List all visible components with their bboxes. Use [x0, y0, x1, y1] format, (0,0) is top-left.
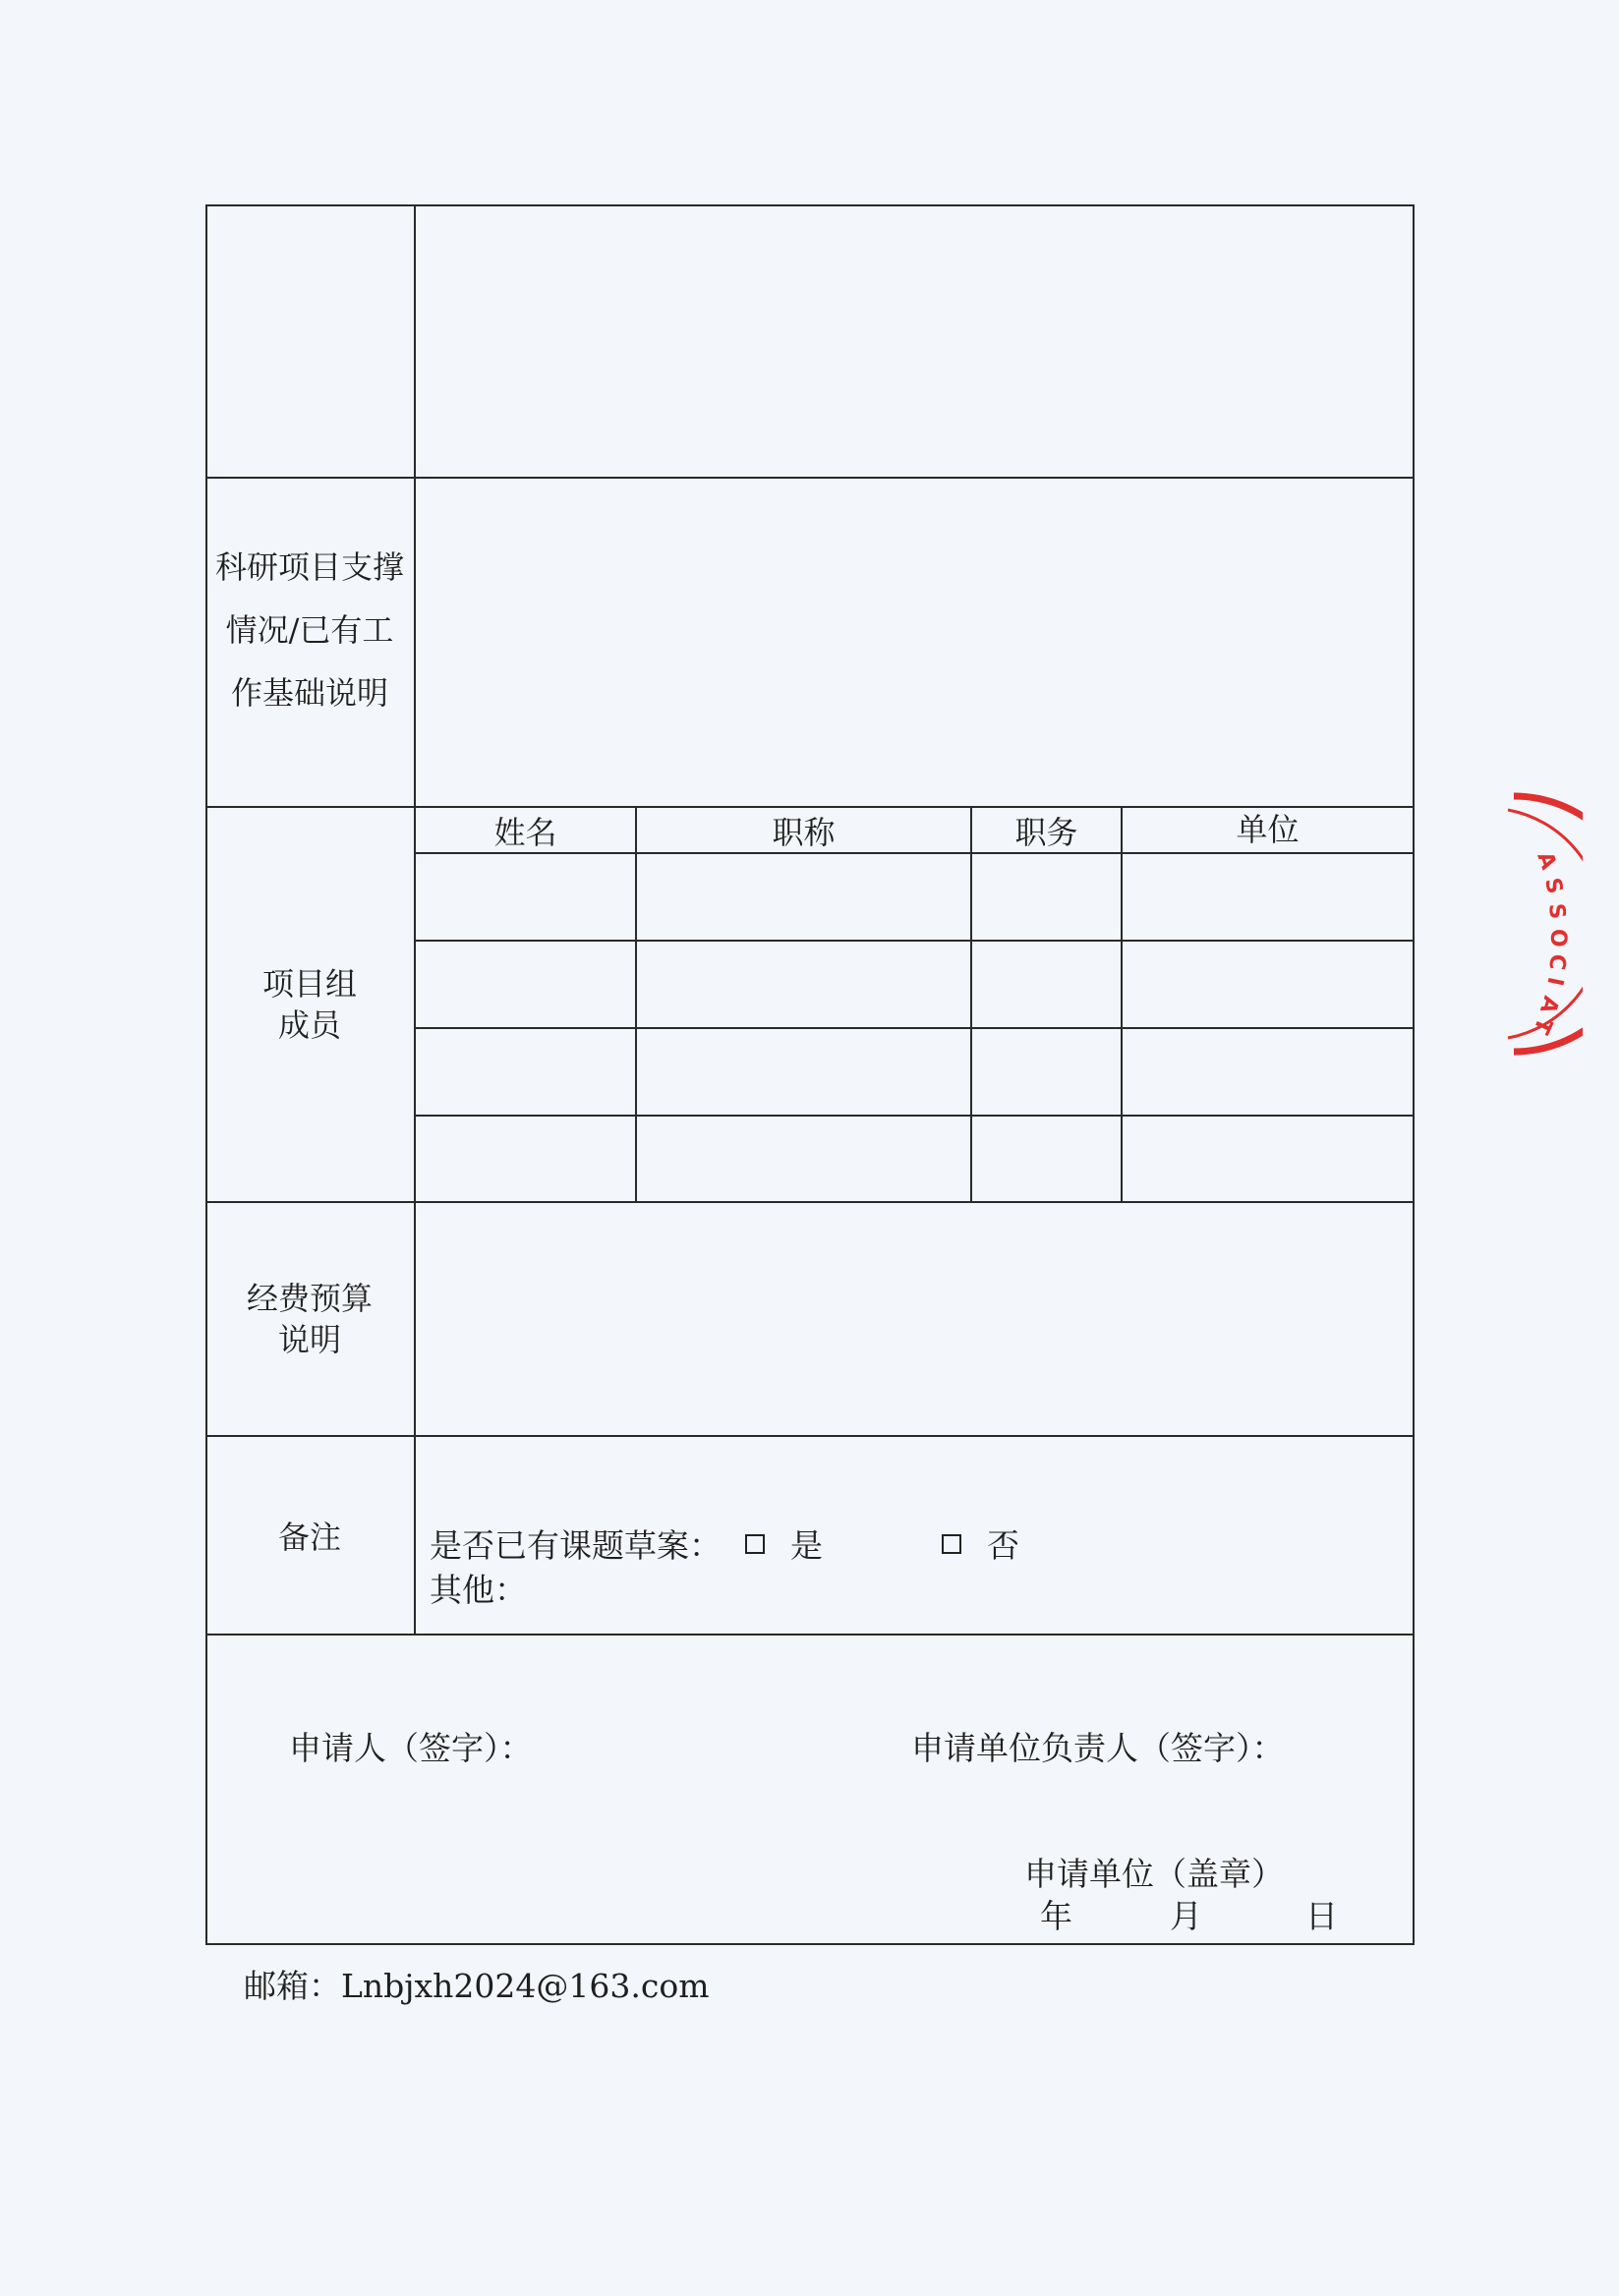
- table-border-bottom: [205, 1943, 1415, 1945]
- table-border-top: [205, 204, 1415, 206]
- other-label: 其他：: [430, 1571, 527, 1609]
- draft-question: 是否已有课题草案：: [430, 1526, 722, 1565]
- unit-head-signature-label: 申请单位负责人（签字）：: [911, 1729, 1285, 1767]
- row-divider-3: [205, 1201, 1415, 1203]
- svg-text:I: I: [1541, 974, 1568, 988]
- svg-text:S: S: [1543, 902, 1570, 921]
- remarks-label: 备注: [277, 1519, 341, 1556]
- member-header-name: 姓名: [493, 814, 557, 851]
- member-col-divider-3: [1121, 806, 1123, 1203]
- member-col-divider-2: [970, 806, 972, 1203]
- member-row-divider-3: [414, 1115, 1415, 1117]
- date-year-label: 年: [1040, 1897, 1072, 1935]
- table-border-right: [1413, 204, 1415, 1945]
- draft-yes-checkbox[interactable]: [745, 1534, 765, 1554]
- svg-text:A: A: [1534, 993, 1564, 1017]
- unit-seal-label: 申请单位（盖章）: [1024, 1855, 1284, 1893]
- applicant-signature-label: 申请人（签字）：: [289, 1729, 533, 1767]
- association-stamp: [1504, 786, 1583, 1062]
- draft-no-label: 否: [987, 1526, 1019, 1565]
- members-label: 项目组成员: [261, 965, 357, 1044]
- label-column-divider: [414, 204, 416, 1636]
- svg-text:A: A: [1532, 848, 1561, 874]
- member-row-divider-2: [414, 1027, 1415, 1029]
- table-border-left: [205, 204, 207, 1945]
- budget-label: 经费预算说明: [246, 1280, 373, 1358]
- row-divider-4: [205, 1435, 1415, 1437]
- svg-text:O: O: [1545, 929, 1570, 947]
- row-divider-5: [205, 1634, 1415, 1636]
- member-header-unit: 单位: [1236, 811, 1300, 848]
- date-month-label: 月: [1170, 1897, 1202, 1935]
- draft-yes-label: 是: [790, 1526, 823, 1565]
- svg-text:T: T: [1528, 1013, 1557, 1038]
- svg-text:C: C: [1543, 952, 1570, 972]
- row-divider-1: [205, 477, 1415, 479]
- date-day-label: 日: [1305, 1897, 1338, 1935]
- contact-email: 邮箱：Lnbjxh2024@163.com: [244, 1967, 710, 2005]
- draft-no-checkbox[interactable]: [942, 1534, 961, 1554]
- member-header-title: 职称: [772, 814, 836, 851]
- member-header-position: 职务: [1014, 814, 1078, 851]
- member-col-divider-1: [635, 806, 637, 1203]
- member-row-divider-1: [414, 940, 1415, 942]
- support-label: 科研项目支撑情况/已有工作基础说明: [214, 548, 404, 712]
- svg-text:S: S: [1539, 876, 1567, 896]
